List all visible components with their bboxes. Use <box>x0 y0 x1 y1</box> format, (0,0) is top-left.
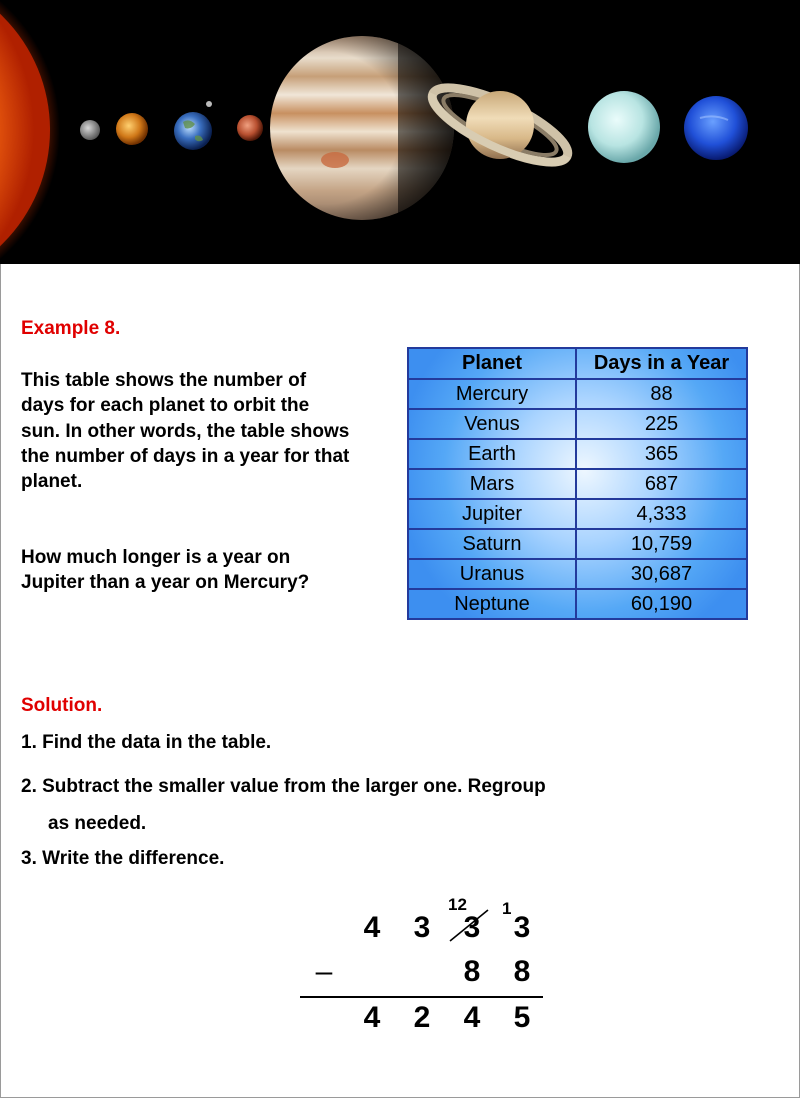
days-value: 4,333 <box>576 499 747 529</box>
example-description: This table shows the number of days for each planet to orbit the sun. In other words, the table shows the number of days in a year for that planet. <box>21 370 350 493</box>
difference-digit: 5 <box>513 1001 531 1034</box>
days-value: 10,759 <box>576 529 747 559</box>
table-row <box>408 559 747 589</box>
carry-ones: 1 <box>502 899 512 918</box>
minuend-digit: 4 <box>363 911 381 944</box>
planet-name: Venus <box>408 409 576 439</box>
planet-name: Mars <box>408 469 576 499</box>
table-row <box>408 529 747 559</box>
subtrahend-digit: 8 <box>463 955 481 988</box>
planet-name: Uranus <box>408 559 576 589</box>
planet-name: Neptune <box>408 589 576 619</box>
mercury-icon <box>80 120 100 140</box>
planet-name: Mercury <box>408 379 576 409</box>
difference-digit: 4 <box>363 1001 381 1034</box>
strike-through-mark <box>440 905 500 945</box>
solar-system-banner <box>0 0 800 264</box>
days-value: 225 <box>576 409 747 439</box>
days-value: 687 <box>576 469 747 499</box>
days-value: 88 <box>576 379 747 409</box>
solution-step-1: 1. Find the data in the table. <box>21 732 272 753</box>
difference-digit: 4 <box>463 1001 481 1034</box>
table-row <box>408 439 747 469</box>
table-header-row <box>408 348 747 379</box>
difference-digit: 2 <box>413 1001 431 1034</box>
subtrahend-digit: 8 <box>513 955 531 988</box>
header-days: Days in a Year <box>576 348 747 379</box>
neptune-icon <box>684 96 748 160</box>
solution-step-2-continued: as needed. <box>48 813 147 834</box>
solution-step-3: 3. Write the difference. <box>21 848 225 869</box>
solution-step-2: 2. Subtract the smaller value from the larger one. Regroup <box>21 776 546 797</box>
days-value: 60,190 <box>576 589 747 619</box>
table-row <box>408 469 747 499</box>
planet-name: Saturn <box>408 529 576 559</box>
minuend-digit: 3 <box>463 911 481 944</box>
venus-icon <box>116 113 148 145</box>
sum-line <box>300 996 543 998</box>
planet-name: Jupiter <box>408 499 576 529</box>
table-row <box>408 499 747 529</box>
example-question: How much longer is a year on Jupiter than a year on Mercury? <box>21 547 310 594</box>
header-planet: Planet <box>408 348 576 379</box>
days-value: 365 <box>576 439 747 469</box>
minuend-digit: 3 <box>513 911 531 944</box>
days-value: 30,687 <box>576 559 747 589</box>
minuend-digit: 3 <box>413 911 431 944</box>
table-row <box>408 379 747 409</box>
minus-sign: – <box>315 955 333 988</box>
planet-name: Earth <box>408 439 576 469</box>
carry-tens: 12 <box>448 895 467 914</box>
table-row <box>408 409 747 439</box>
table-row <box>408 589 747 619</box>
uranus-icon <box>588 91 660 163</box>
planet-orbit-table <box>407 347 748 620</box>
mars-icon <box>237 115 263 141</box>
solution-heading: Solution. <box>21 695 103 716</box>
earth-icon <box>174 112 212 150</box>
example-heading: Example 8. <box>21 318 121 339</box>
